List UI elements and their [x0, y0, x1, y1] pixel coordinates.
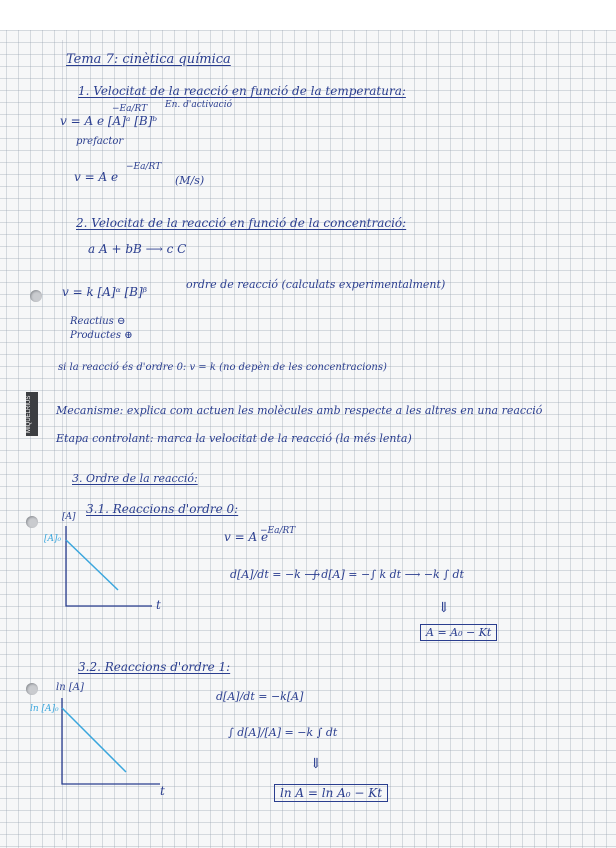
zero-order-rate: v = A e	[224, 530, 269, 544]
first-order-integral: ∫ d[A]/[A] = −k ∫ dt	[228, 726, 338, 739]
mechanism-definition: Mecanisme: explica com actuen les molècules amb respecte a les altres en una reacció	[56, 404, 543, 417]
section-3-2-heading: 3.2. Reaccions d'ordre 1:	[78, 660, 231, 674]
first-order-differential: d[A]/dt = −k[A]	[216, 690, 304, 703]
graph1-intercept-label: [A]₀	[44, 534, 62, 544]
exponent-ea-rt-3: −Ea/RT	[260, 526, 296, 536]
rate-law: v = k [A]ᵅ [B]ᵝ	[62, 285, 148, 299]
arrow-down-2: ⇓	[310, 756, 322, 772]
zero-order-differential: d[A]/dt = −k ⟶	[230, 568, 321, 581]
rate-determining-step: Etapa controlant: marca la velocitat de la reacció (la més lenta)	[56, 432, 412, 445]
reaction-equation: a A + bB ⟶ c C	[88, 242, 187, 256]
graph2-line	[62, 708, 126, 772]
first-order-result: ln A = ln A₀ − Kt	[274, 784, 388, 802]
section-3-1-heading: 3.1. Reaccions d'ordre 0:	[86, 502, 239, 516]
section-3-heading: 3. Ordre de la reacció:	[72, 472, 198, 485]
reactants-label: Reactius ⊖	[70, 316, 126, 327]
activation-energy-label: En. d'activació	[165, 100, 233, 110]
arrhenius-equation: v = A e	[74, 170, 119, 184]
zero-order-result: A = A₀ − Kt	[420, 624, 497, 641]
graph1-x-axis-label: t	[156, 598, 161, 612]
zero-order-integral: ∫ d[A] = −∫ k dt ⟶ −k ∫ dt	[312, 568, 464, 581]
units-label: (M/s)	[175, 174, 205, 187]
graph2-intercept-label: ln [A]₀	[30, 704, 59, 714]
prefactor-label: prefactor	[76, 136, 124, 147]
exponent-ea-rt: −Ea/RT	[112, 104, 148, 114]
graph2-x-axis-label: t	[160, 784, 165, 798]
graph2-y-axis-label: ln [A]	[56, 682, 84, 693]
section-2-heading: 2. Velocitat de la reacció en funció de la concentració:	[76, 216, 407, 230]
section-1-heading: 1. Velocitat de la reacció en funció de la temperatura:	[78, 84, 406, 98]
exponent-ea-rt-2: −Ea/RT	[126, 162, 162, 172]
brand-tab: MIQUELRIUS	[26, 392, 38, 436]
arrow-down: ⇓	[438, 600, 450, 616]
page-title: Tema 7: cinètica química	[66, 52, 231, 67]
graph1-y-axis-label: [A]	[62, 512, 76, 522]
products-label: Productes ⊕	[70, 330, 133, 341]
order-zero-note: si la reacció és d'ordre 0: v = k (no depèn de les concentracions)	[58, 362, 387, 373]
reaction-order-note: ordre de reacció (calculats experimentalment)	[186, 278, 446, 291]
arrhenius-rate-equation: v = A e [A]ᵃ [B]ᵇ	[60, 114, 158, 128]
